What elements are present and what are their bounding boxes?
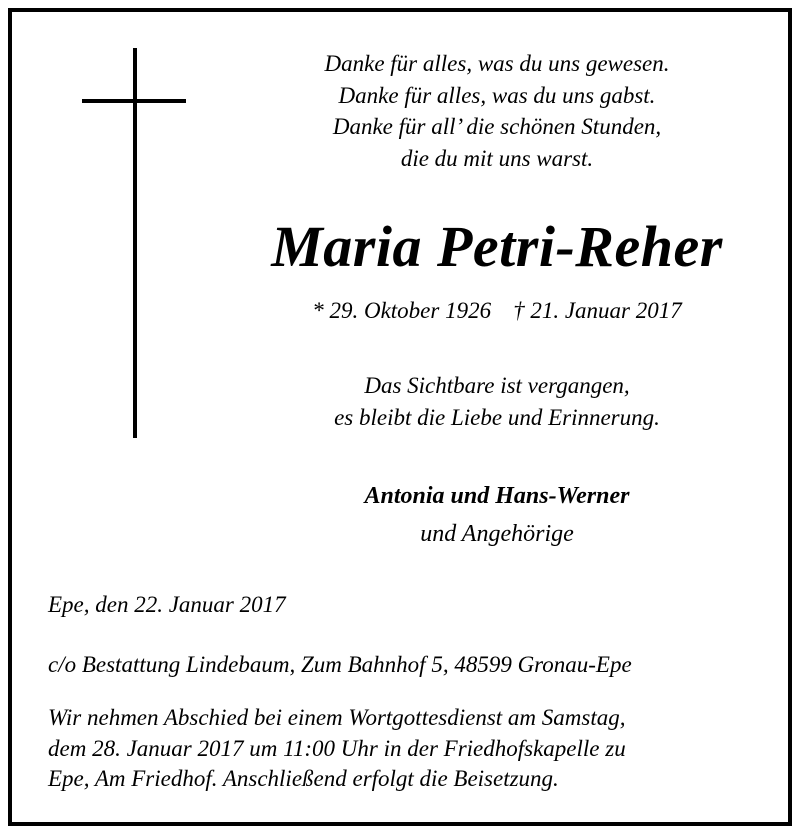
poem-line: Danke für alles, was du uns gewesen. (324, 51, 670, 76)
service-line: Epe, Am Friedhof. Anschließend erfolgt die Beisetzung. (48, 766, 559, 791)
service-line: dem 28. Januar 2017 um 11:00 Uhr in der Friedhofskapelle zu (48, 735, 626, 761)
death-date: † 21. Januar 2017 (513, 298, 682, 323)
poem (272, 48, 722, 174)
service-announcement (48, 703, 778, 795)
quote-line: Das Sichtbare ist vergangen, (364, 373, 630, 398)
poem-line: Danke für alles, was du uns gabst. (338, 82, 656, 108)
cross-vertical-bar (133, 48, 137, 438)
deceased-name: Maria Petri-Reher (271, 214, 723, 279)
obituary-notice (8, 8, 792, 826)
life-dates (272, 296, 722, 326)
cross-horizontal-bar (82, 99, 186, 103)
mourners-names: Antonia und Hans-Werner (364, 483, 630, 509)
birth-date: * 29. Oktober 1926 (312, 298, 492, 323)
mourners-relatives: und Angehörige (420, 521, 574, 547)
service-line: Wir nehmen Abschied bei einem Wortgottesdienst am Samstag, (48, 705, 626, 730)
poem-line: die du mit uns warst. (400, 145, 594, 171)
contact-address: c/o Bestattung Lindebaum, Zum Bahnhof 5, 48599 Gronau-Epe (48, 652, 632, 677)
memorial-quote (272, 370, 722, 433)
place-and-date: Epe, den 22. Januar 2017 (48, 592, 286, 617)
quote-line: es bleibt die Liebe und Erinnerung. (334, 404, 660, 430)
poem-line: Danke für all’ die schönen Stunden, (332, 114, 662, 139)
